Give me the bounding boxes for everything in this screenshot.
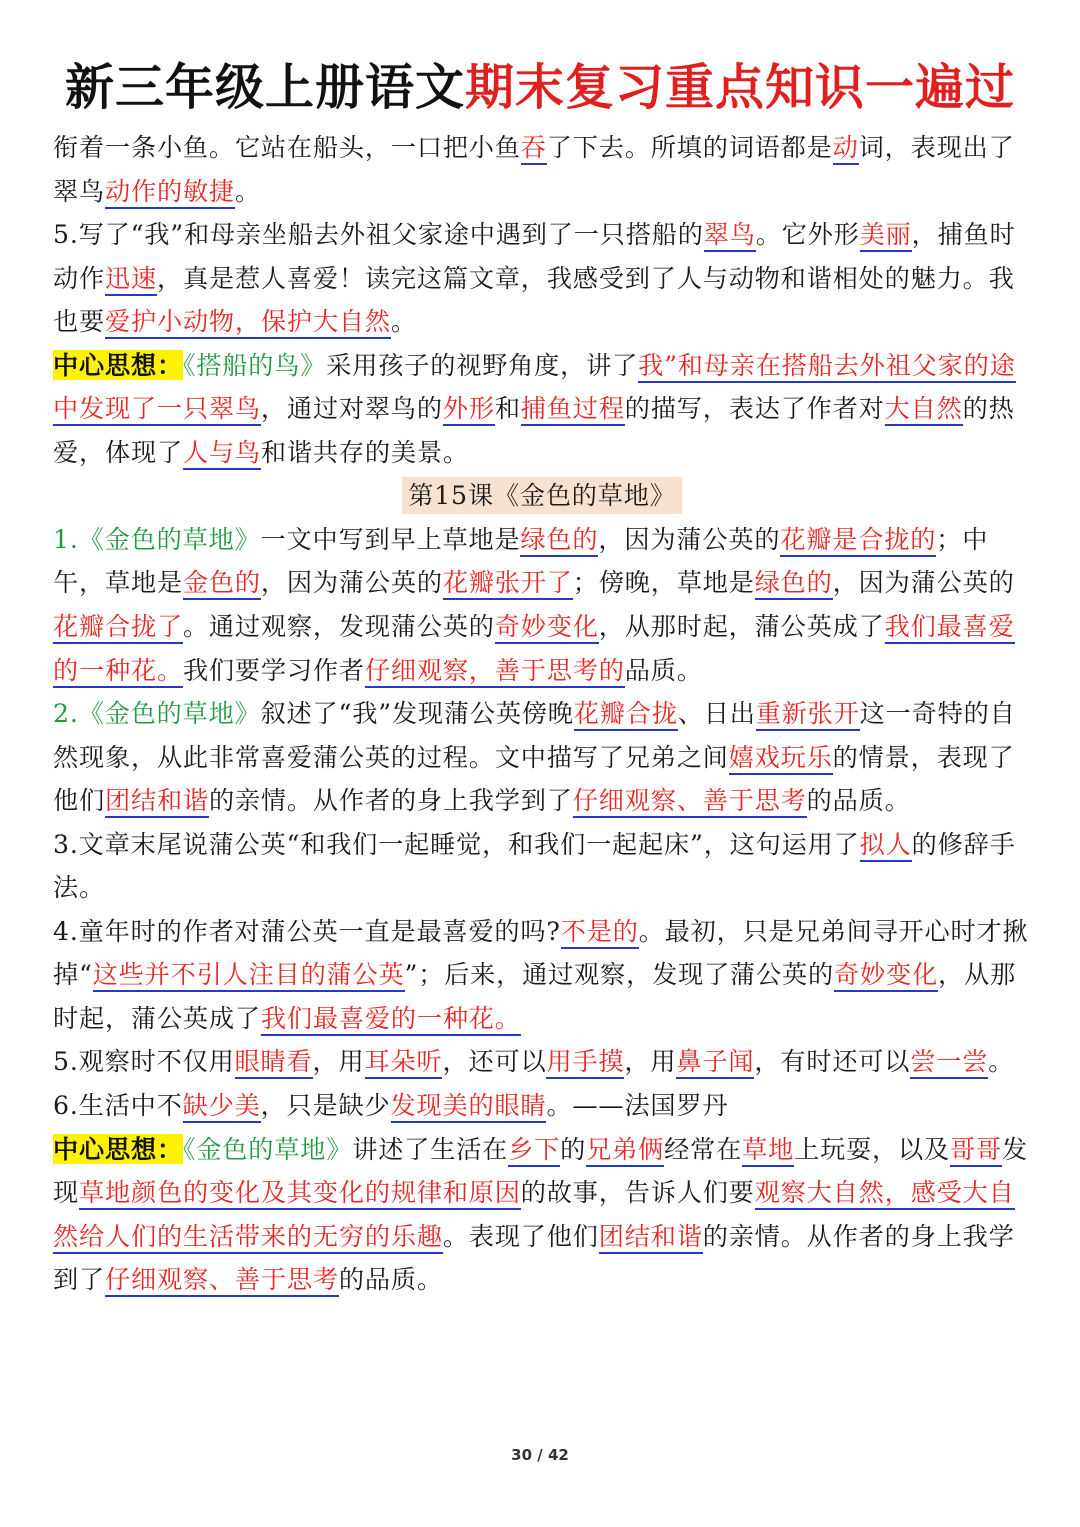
text: 词，表现出了翠鸟 [53,133,1015,206]
central-idea-2 [53,1128,1031,1302]
lesson-heading: 第15课《金色的草地》 [402,477,682,514]
key-term: 团结和谐 [105,786,209,818]
text: 。最初，只是兄弟间寻开心时才揪掉“ [53,916,1029,990]
key-term: 花瓣合拢 [574,699,678,731]
text: ，用 [312,1047,365,1077]
text: 发现 [53,1134,1029,1208]
lesson15-item-4 [53,910,1031,1041]
lesson15-item-2 [53,692,1031,823]
book-title: 《金色的草地》 [78,699,261,729]
lesson15-item-3 [53,823,1031,910]
text: 。 [234,176,261,206]
text: 和谐共存的美景。 [260,437,469,467]
text: 、日出 [677,699,756,729]
text: ，用 [624,1047,677,1077]
text: 的热爱，体现了 [53,394,1015,467]
key-term: 草地 [742,1135,794,1167]
key-term: 重新张开 [756,699,860,731]
text: 我们要学习作者 [182,655,365,685]
text: 。 [390,307,417,337]
text: 5.写了“我”和母亲坐船去外祖父家途中遇到了一只搭船的 [53,220,704,250]
lesson15-item-1 [53,518,1031,692]
key-term: 兄弟俩 [586,1135,664,1167]
key-term: 迅速 [105,264,157,296]
title-part-1: 新三年级上册语文 [64,59,465,116]
key-term: 人与鸟 [183,438,261,470]
text: 6.生活中不 [53,1091,183,1121]
key-term: 动作的敏捷 [105,177,235,209]
central-idea-1 [53,344,1031,475]
text: ，通过对翠鸟的 [260,394,443,424]
key-term: 爱护小动物，保护大自然 [105,307,391,339]
text: 和 [494,394,521,424]
text: ，有时还可以 [754,1047,911,1077]
key-term: 大自然 [885,394,963,426]
page-title [0,48,1080,128]
key-term: 耳朵听 [365,1047,443,1079]
text: ，因为蒲公英的 [598,524,781,554]
text: ，因为蒲公英的 [260,568,443,598]
key-term: 绿色的 [755,568,833,600]
key-term: 哥哥 [950,1135,1002,1167]
text: ，因为蒲公英的 [832,568,1015,598]
page-number: 30 / 42 [511,1446,569,1464]
lesson-heading-row [53,474,1031,518]
text: 的修辞手法。 [53,829,1016,903]
book-title: 《金色的草地》 [78,524,261,554]
text: ，从那时起，蒲公英成了 [53,960,1016,1033]
text: ；中午，草地是 [53,524,989,598]
key-term: 团结和谐 [599,1222,703,1254]
key-term: 用手摸 [546,1047,624,1079]
paragraph-continued [53,126,1031,213]
text: 衔着一条小鱼。它站在船头，一口把小鱼 [53,133,521,162]
item-number: 2. [53,699,79,729]
key-term: 仔细观察、善于思考 [573,786,807,818]
title-part-2: 期末复习重点知识一遍过 [465,59,1016,116]
text: 。它外形 [755,220,860,250]
key-term: 眼睛看 [235,1047,313,1079]
key-term: 金色的 [183,568,261,600]
key-term: 仔细观察，善于思考的 [365,656,625,688]
text: ，还可以 [442,1047,547,1077]
text: ，只是缺少 [260,1091,391,1121]
key-term: 我们最喜爱的一种花。 [53,612,1015,688]
key-term: 缺少美 [183,1091,261,1123]
lesson15-item-5 [53,1040,1031,1084]
text: 4.童年时的作者对蒲公英一直是最喜爱的吗? [53,916,561,946]
text: 的故事，告诉人们要 [520,1178,755,1208]
key-term: 尝一尝 [910,1047,988,1079]
key-term: 不是的 [561,917,639,949]
central-idea-label: 中心思想： [53,1133,183,1164]
text: 采用孩子的视野角度，讲了 [326,350,639,380]
key-term: 美丽 [860,220,912,252]
key-term: 仔细观察、善于思考 [105,1265,339,1297]
text: ，从那时起，蒲公英成了 [598,612,885,642]
text: 的情景，表现了他们 [53,742,1015,816]
item-number: 1. [53,524,79,554]
text: 品质。 [624,655,703,685]
text: 了下去。所填的词语都是 [546,133,833,162]
key-term: 吞 [521,133,547,165]
text: 的 [560,1134,587,1164]
text: 3.文章末尾说蒲公英“和我们一起睡觉，和我们一起起床”，这句运用了 [53,829,860,859]
key-term: 奇妙变化 [495,612,599,644]
key-term: 花瓣张开了 [443,568,573,600]
key-term: 观察大自然，感受大自然给人们的生活带来的无穷的乐趣 [53,1178,1015,1254]
key-term: 捕鱼过程 [521,394,625,426]
key-term: 翠鸟 [704,220,756,252]
text: 叙述了“我”发现蒲公英傍晚 [260,699,574,729]
key-term: 动 [833,133,859,165]
paragraph-5 [53,213,1031,344]
text: ，捕鱼时动作 [53,220,1016,293]
text: 。通过观察，发现蒲公英的 [182,612,495,642]
text: 上玩耍，以及 [794,1134,951,1164]
text: 。——法国罗丹 [546,1091,729,1121]
text: 的亲情。从作者的身上我学到了 [208,786,573,816]
key-term: 鼻子闻 [676,1047,754,1079]
book-title: 《搭船的鸟》 [182,350,327,380]
key-term: 拟人 [860,830,912,862]
text: 一文中写到早上草地是 [260,524,521,554]
key-term: 绿色的 [520,525,598,557]
key-term: 我”和母亲在搭船去外祖父家的途中发现了一只翠鸟 [53,351,1016,427]
content-body [53,126,1031,1302]
text: ”；后来，通过观察，发现了蒲公英的 [404,960,835,990]
key-term: 嬉戏玩乐 [729,743,833,775]
key-term: 乡下 [508,1135,560,1167]
text: 的品质。 [806,786,911,816]
text: 讲述了生活在 [352,1134,509,1164]
key-term: 奇妙变化 [834,960,938,992]
text: 的品质。 [338,1265,443,1295]
text: 。表现了他们 [442,1221,599,1251]
key-term: 我们最喜爱的一种花。 [261,1004,521,1036]
text: 5.观察时不仅用 [53,1047,235,1077]
book-title: 《金色的草地》 [182,1134,353,1164]
key-term: 这些并不引人注目的蒲公英 [93,960,405,992]
text: 的亲情。从作者的身上我学到了 [53,1221,1015,1295]
key-term: 外形 [443,394,495,426]
key-term: 草地颜色的变化及其变化的规律和原因 [79,1178,521,1210]
central-idea-label: 中心思想： [53,349,183,380]
key-term: 花瓣合拢了 [53,612,183,644]
lesson15-item-6 [53,1084,1031,1128]
text: 经常在 [664,1134,743,1164]
text: ；傍晚，草地是 [572,568,755,598]
key-term: 花瓣是合拢的 [780,525,936,557]
text: 这一奇特的自然现象，从此非常喜爱蒲公英的过程。文中描写了兄弟之间 [53,699,1016,772]
text: ，真是惹人喜爱！读完这篇文章，我感受到了人与动物和谐相处的魅力。我也要 [53,263,1015,337]
key-term: 发现美的眼睛 [391,1091,547,1123]
text: 。 [988,1047,1015,1077]
text: 的描写，表达了作者对 [624,394,885,424]
